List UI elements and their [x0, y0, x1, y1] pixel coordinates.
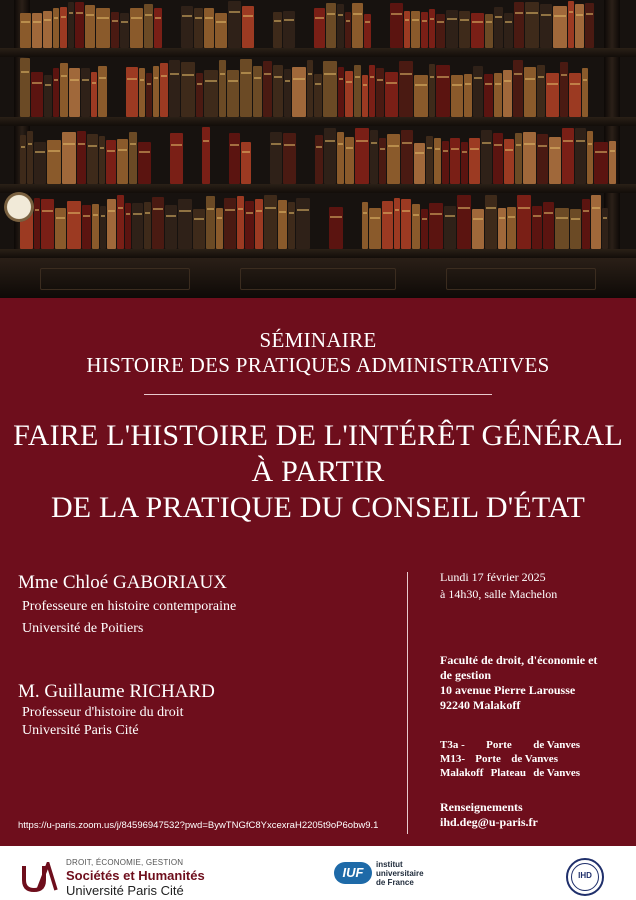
transport-stop-word: Plateau	[490, 767, 527, 779]
book-spine	[436, 65, 450, 117]
book-spine	[549, 137, 561, 184]
book-spine	[426, 136, 433, 184]
book-spine	[67, 201, 81, 249]
book-spine	[241, 142, 251, 184]
book-spine	[20, 58, 30, 117]
book-spine	[204, 8, 214, 48]
book-spine	[44, 75, 52, 117]
title-line: FAIRE L'HISTOIRE DE L'INTÉRÊT GÉNÉRAL	[13, 419, 623, 452]
book-spine	[568, 1, 574, 48]
book-spine	[582, 199, 590, 249]
book-spine	[292, 67, 306, 117]
book-spine	[562, 128, 574, 184]
book-spine	[585, 3, 594, 48]
book-spine	[32, 13, 42, 48]
book-spine	[31, 72, 43, 117]
book-spine	[270, 132, 282, 184]
book-spine	[609, 141, 616, 184]
book-spine	[20, 13, 31, 48]
book-spine	[469, 138, 480, 184]
venue-line: Faculté de droit, d'économie et	[440, 653, 598, 667]
series-type: SÉMINAIRE	[259, 328, 377, 352]
base-panel	[40, 268, 190, 290]
shu-name: Sociétés et Humanités	[66, 868, 205, 883]
book-spine	[493, 133, 503, 184]
book-spine	[228, 1, 241, 48]
shelf-board	[0, 117, 636, 126]
speaker-name: M. Guillaume RICHARD	[18, 681, 215, 702]
book-spine	[546, 73, 559, 117]
book-spine	[117, 139, 128, 184]
book-spine	[227, 70, 239, 117]
transport-stop-word: de Vanves	[533, 767, 580, 779]
book-spine	[34, 142, 46, 184]
book-spine	[92, 204, 99, 249]
book-spine	[429, 9, 435, 48]
book-spine	[283, 133, 296, 184]
shu-tagline: DROIT, ÉCONOMIE, GESTION	[66, 858, 184, 867]
book-spine	[82, 205, 91, 249]
book-spine	[461, 142, 468, 184]
book-spine	[362, 202, 368, 249]
book-spine	[575, 128, 586, 184]
book-spine	[401, 130, 413, 184]
book-spine	[60, 63, 68, 117]
book-spine	[560, 62, 568, 117]
book-spine	[364, 14, 371, 48]
book-spine	[485, 14, 493, 48]
book-spine	[20, 135, 26, 184]
book-spine	[126, 67, 138, 117]
book-spine	[362, 75, 368, 117]
book-spine	[504, 139, 514, 184]
book-spine	[284, 69, 291, 117]
book-spine	[206, 196, 215, 249]
book-spine	[314, 74, 322, 117]
book-spine	[498, 208, 506, 249]
iuf-name-line: institut	[376, 860, 403, 869]
transport-line	[440, 738, 580, 752]
book-spine	[485, 195, 497, 249]
speaker-affiliation: Université Paris Cité	[22, 723, 139, 738]
book-spine	[414, 75, 428, 117]
book-spine	[216, 208, 223, 249]
series-heading	[0, 328, 636, 378]
book-spine	[517, 195, 531, 249]
book-spine	[473, 66, 483, 117]
book-spine	[273, 12, 282, 48]
shelf-board	[0, 184, 636, 193]
book-spine	[132, 203, 143, 249]
book-spine	[278, 200, 287, 249]
title-line: DE LA PRATIQUE DU CONSEIL D'ÉTAT	[50, 491, 586, 524]
event-time-room: à 14h30, salle Machelon	[440, 587, 558, 601]
book-spine	[523, 132, 536, 184]
book-spine	[537, 65, 545, 117]
iuf-name	[376, 860, 424, 887]
book-spine	[503, 70, 512, 117]
book-spine	[451, 75, 463, 117]
event-date: Lundi 17 février 2025	[440, 570, 546, 584]
transport-line-code: T3a -	[440, 739, 465, 751]
ihd-seal-icon	[566, 858, 604, 896]
transport-stop-word: de Vanves	[533, 739, 580, 751]
book-spine	[146, 73, 152, 117]
book-spine	[337, 132, 344, 184]
transport-stop-word: de Vanves	[511, 753, 558, 765]
book-spine	[555, 208, 569, 249]
book-spine	[352, 3, 363, 48]
shelf-board	[0, 249, 636, 258]
book-spine	[570, 209, 581, 249]
ihd-label: IHD	[578, 871, 592, 880]
book-spine	[594, 142, 608, 184]
heading-divider	[144, 394, 492, 395]
book-spine	[450, 138, 460, 184]
iuf-name-line: universitaire	[376, 869, 424, 878]
book-spine	[53, 68, 59, 117]
venue-postcode: 92240 Malakoff	[440, 698, 521, 712]
book-spine	[379, 138, 386, 184]
book-spine	[390, 3, 403, 48]
book-spine	[514, 2, 524, 48]
series-name: HISTOIRE DES PRATIQUES ADMINISTRATIVES	[86, 353, 550, 377]
book-spine	[107, 199, 116, 249]
base-panel	[446, 268, 596, 290]
book-spine	[414, 143, 425, 184]
book-spine	[215, 13, 227, 48]
book-spine	[253, 66, 262, 117]
book-spine	[575, 4, 584, 48]
logo-footer	[0, 846, 636, 900]
book-spine	[355, 128, 369, 184]
book-spine	[345, 71, 353, 117]
clock-icon	[4, 192, 34, 222]
book-spine	[181, 62, 195, 117]
book-spine	[329, 207, 343, 249]
book-spine	[399, 61, 413, 117]
book-spine	[369, 208, 381, 249]
book-spine	[165, 205, 177, 249]
book-spine	[387, 134, 400, 184]
book-spine	[354, 65, 361, 117]
seminar-panel	[0, 298, 636, 846]
book-spine	[194, 8, 203, 48]
book-spine	[394, 198, 400, 249]
book-spine	[421, 209, 428, 249]
book-spine	[60, 7, 67, 48]
book-spine	[138, 142, 151, 184]
book-spine	[323, 61, 337, 117]
book-spine	[421, 12, 428, 48]
book-spine	[442, 141, 449, 184]
book-spine	[202, 127, 210, 184]
book-spine	[53, 8, 59, 48]
book-spine	[370, 130, 378, 184]
book-spine	[513, 60, 523, 117]
shelf-row	[20, 57, 616, 117]
book-spine	[481, 130, 492, 184]
book-spine	[326, 3, 336, 48]
book-spine	[75, 2, 84, 48]
book-spine	[532, 206, 542, 249]
book-spine	[87, 134, 98, 184]
book-spine	[263, 61, 272, 117]
book-spine	[337, 4, 344, 48]
book-spine	[524, 67, 536, 117]
shelf-row	[20, 0, 616, 48]
book-spine	[591, 195, 601, 249]
book-spine	[264, 195, 277, 249]
transport-stop-word: Porte	[486, 739, 512, 751]
bookshelf-photo	[0, 0, 636, 298]
book-spine	[553, 6, 567, 48]
book-spine	[125, 203, 131, 249]
book-spine	[169, 60, 180, 117]
book-spine	[504, 13, 513, 48]
book-spine	[81, 68, 90, 117]
transport-line	[440, 766, 580, 780]
book-spine	[144, 202, 151, 249]
speaker-name: Mme Chloé GABORIAUX	[18, 572, 227, 593]
shelf-board	[0, 48, 636, 57]
book-spine	[429, 203, 443, 249]
book-spine	[27, 131, 33, 184]
book-spine	[515, 133, 522, 184]
book-spine	[96, 8, 110, 48]
book-spine	[273, 65, 283, 117]
book-spine	[153, 66, 159, 117]
book-spine	[471, 13, 484, 48]
book-spine	[55, 208, 66, 249]
book-spine	[369, 65, 375, 117]
book-spine	[170, 133, 183, 184]
shelf-row	[20, 193, 616, 249]
book-spine	[525, 2, 539, 48]
book-spine	[484, 74, 493, 117]
book-spine	[47, 140, 61, 184]
book-spine	[193, 209, 205, 249]
book-spine	[446, 10, 458, 48]
book-spine	[324, 128, 336, 184]
book-spine	[288, 202, 295, 249]
book-spine	[139, 68, 145, 117]
book-spine	[154, 8, 162, 48]
book-spine	[196, 73, 203, 117]
book-spine	[283, 11, 295, 48]
book-spine	[120, 13, 129, 48]
societes-humanites-logo-icon	[22, 862, 58, 892]
book-spine	[401, 199, 411, 249]
book-spine	[569, 73, 581, 117]
book-spine	[91, 72, 97, 117]
book-spine	[494, 7, 503, 48]
book-spine	[69, 68, 80, 117]
book-spine	[130, 8, 143, 48]
book-spine	[237, 196, 244, 249]
book-spine	[404, 11, 410, 48]
seminar-title	[0, 418, 636, 526]
transport-line	[440, 752, 558, 766]
book-spine	[296, 198, 310, 249]
book-spine	[382, 201, 393, 249]
book-spine	[99, 136, 105, 184]
book-spine	[98, 66, 107, 117]
column-divider	[407, 572, 408, 834]
venue-line: de gestion	[440, 668, 491, 682]
contact-label: Renseignements	[440, 800, 523, 814]
venue-address: 10 avenue Pierre Larousse	[440, 683, 576, 697]
book-spine	[587, 131, 593, 184]
iuf-name-line: de France	[376, 878, 414, 887]
speaker-affiliation: Université de Poitiers	[22, 621, 144, 636]
book-spine	[412, 204, 420, 249]
speaker-role: Professeur d'histoire du droit	[22, 705, 184, 720]
book-spine	[345, 12, 351, 48]
book-spine	[242, 6, 254, 48]
book-spine	[43, 11, 52, 48]
base-panel	[240, 268, 396, 290]
iuf-logo-icon: IUF	[334, 862, 372, 884]
book-spine	[34, 198, 40, 249]
book-spine	[160, 63, 168, 117]
book-spine	[224, 198, 236, 249]
book-spine	[459, 11, 470, 48]
book-spine	[68, 2, 74, 48]
book-spine	[345, 137, 354, 184]
book-spine	[62, 132, 76, 184]
book-spine	[602, 208, 608, 249]
book-spine	[85, 5, 95, 48]
book-spine	[457, 195, 471, 249]
book-spine	[434, 138, 441, 184]
book-spine	[429, 64, 435, 117]
book-spine	[314, 8, 325, 48]
book-spine	[152, 197, 164, 249]
book-spine	[307, 60, 313, 117]
book-spine	[338, 67, 344, 117]
book-spine	[144, 4, 153, 48]
book-spine	[255, 199, 263, 249]
book-spine	[229, 133, 240, 184]
book-spine	[411, 11, 420, 48]
book-spine	[77, 131, 86, 184]
book-spine	[117, 195, 124, 249]
book-spine	[106, 140, 116, 184]
book-spine	[444, 206, 456, 249]
book-spine	[385, 72, 398, 117]
book-spine	[129, 132, 137, 184]
speaker-role: Professeure en histoire contemporaine	[22, 599, 237, 614]
book-spine	[315, 135, 323, 184]
book-spine	[507, 207, 516, 249]
book-spine	[472, 209, 484, 249]
book-spine	[436, 14, 445, 48]
book-spine	[537, 134, 548, 184]
book-spine	[100, 206, 106, 249]
book-spine	[219, 60, 226, 117]
book-spine	[245, 201, 254, 249]
shelf-row	[20, 126, 616, 184]
book-spine	[178, 199, 192, 249]
book-spine	[494, 73, 502, 117]
contact-email[interactable]: ihd.deg@u-paris.fr	[440, 815, 538, 829]
title-line: À PARTIR	[251, 455, 385, 488]
transport-line-code: Malakoff	[440, 767, 484, 779]
book-spine	[376, 68, 384, 117]
book-spine	[540, 4, 552, 48]
shu-university: Université Paris Cité	[66, 883, 184, 898]
book-spine	[181, 6, 193, 48]
book-spine	[111, 12, 119, 48]
transport-line-code: M13-	[440, 753, 466, 765]
book-spine	[464, 74, 472, 117]
book-spine	[582, 68, 588, 117]
book-spine	[240, 59, 252, 117]
book-spine	[41, 199, 54, 249]
book-spine	[204, 70, 218, 117]
transport-stop-word: Porte	[475, 753, 501, 765]
book-spine	[543, 202, 554, 249]
zoom-link[interactable]: https://u-paris.zoom.us/j/84596947532?pwd=BywTNGfC8YxcexraH2205t9oP6obw9.1	[18, 820, 379, 831]
